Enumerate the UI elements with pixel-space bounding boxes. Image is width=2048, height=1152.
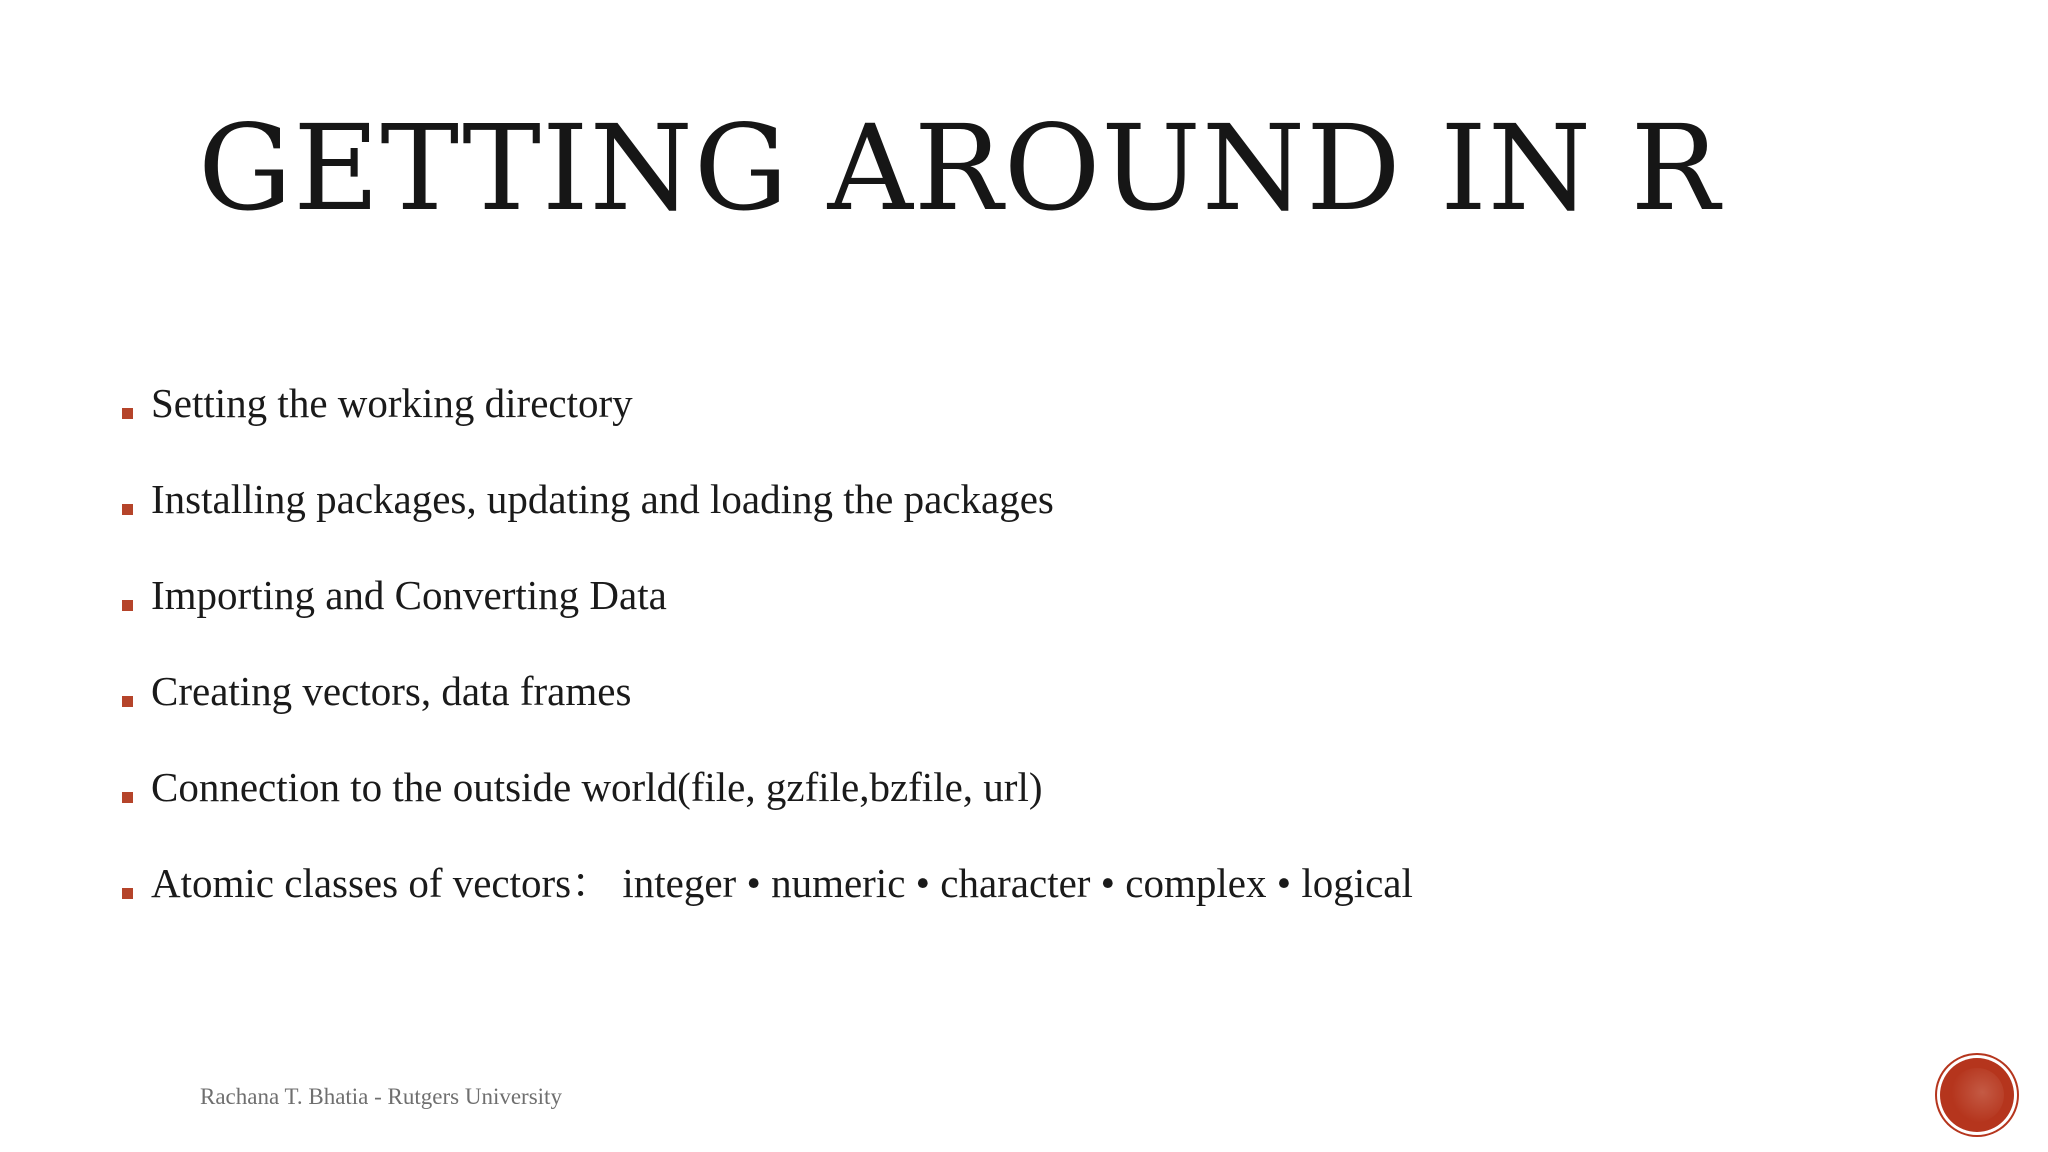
square-bullet-icon [122, 792, 133, 803]
bullet-text: Setting the working directory [151, 380, 633, 426]
bullet-text: Installing packages, updating and loading the packages [151, 476, 1054, 522]
footer-author: Rachana T. Bhatia - Rutgers University [200, 1084, 562, 1109]
list-item [122, 759, 1413, 855]
square-bullet-icon [122, 600, 133, 611]
bullet-text: Connection to the outside world(file, gzfile,bzfile, url) [151, 764, 1043, 810]
list-item [122, 855, 1413, 951]
bullet-text: Creating vectors, data frames [151, 668, 632, 714]
bullet-text: Atomic classes of vectors： integer • numeric • character • complex • logical [151, 860, 1413, 906]
bullet-text: Importing and Converting Data [151, 572, 667, 618]
list-item [122, 567, 1413, 663]
list-item [122, 663, 1413, 759]
square-bullet-icon [122, 504, 133, 515]
bullet-list [122, 375, 1413, 951]
slide-title: GETTING AROUND IN R [198, 99, 1721, 237]
square-bullet-icon [122, 888, 133, 899]
square-bullet-icon [122, 408, 133, 419]
list-item [122, 375, 1413, 471]
list-item [122, 471, 1413, 567]
slide-number-circle-icon [1940, 1058, 2014, 1132]
square-bullet-icon [122, 696, 133, 707]
slide-number-inner [1950, 1068, 2004, 1122]
